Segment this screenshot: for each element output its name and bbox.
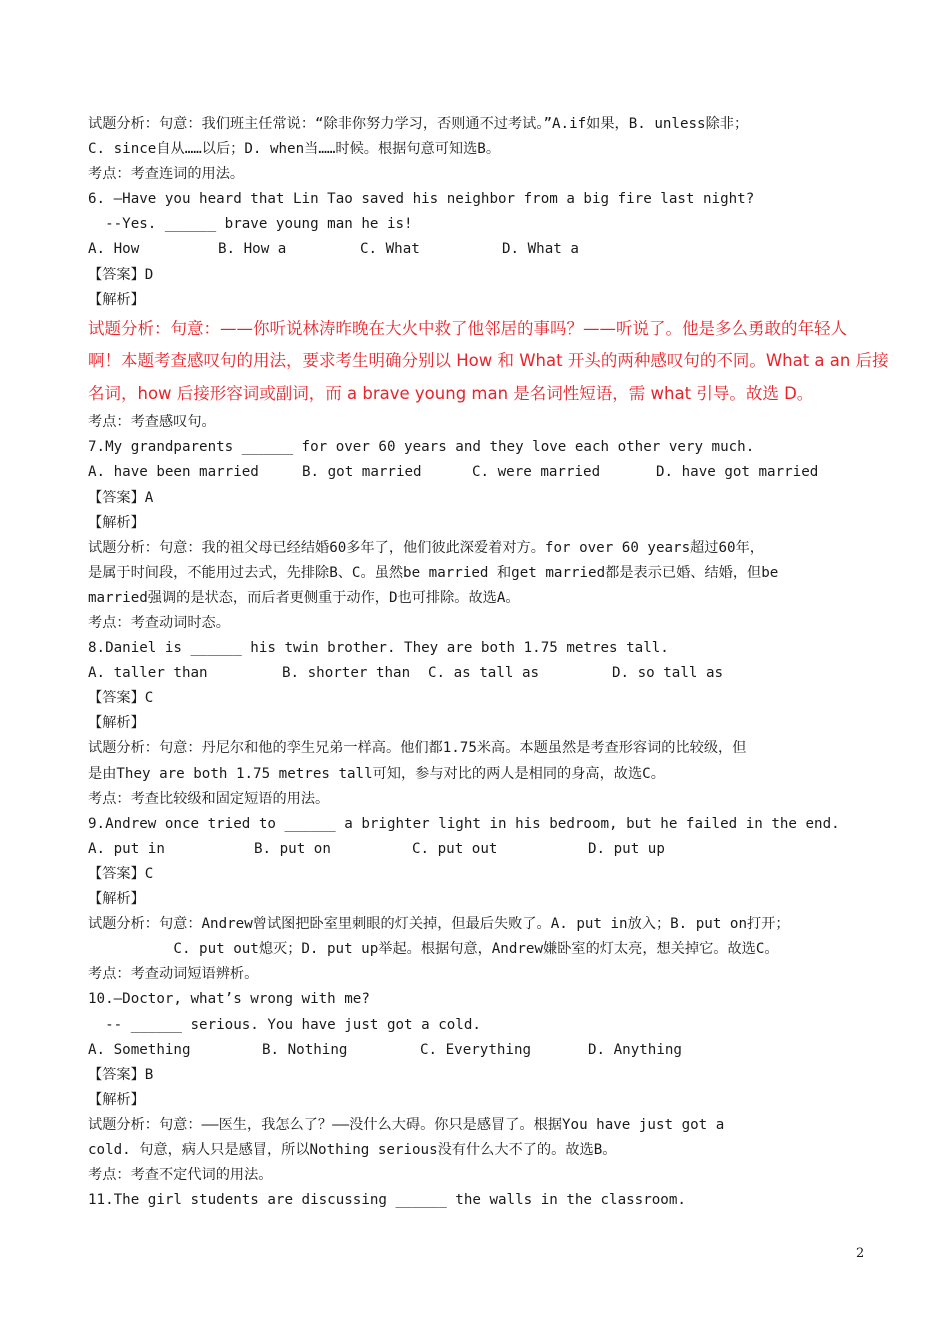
text-line: 是属于时间段，不能用过去式，先排除B、C。虽然be married 和get married都是表示已婚、结婚，但be <box>88 564 779 581</box>
text-line: 6. –Have you heard that Lin Tao saved his neighbor from a big fire last night? <box>88 191 755 208</box>
answer-option: C. Everything <box>420 1041 532 1058</box>
text-line: --Yes. ______ brave young man he is! <box>88 216 413 233</box>
text-line: C. put out熄灭；D. put up举起。根据句意，Andrew嫌卧室的灯太亮，想关掉它。故选C。 <box>88 941 779 958</box>
answer-options <box>88 661 878 686</box>
highlighted-analysis-line: 啊！本题考查感叹句的用法，要求考生明确分别以 How 和 What 开头的两种感叹句的不同。What a an 后接 <box>88 351 889 371</box>
answer-option: C. were married <box>472 464 601 481</box>
answer-option: C. put out <box>412 840 498 857</box>
answer-option: A. taller than <box>88 665 208 682</box>
text-line: 【解析】 <box>88 891 145 908</box>
text-line: 试题分析：句意：我的祖父母已经结婚60多年了，他们彼此深爱着对方。for over 60 years超过60年， <box>88 539 764 556</box>
text-line: -- ______ serious. You have just got a cold. <box>88 1016 481 1033</box>
text-line: 考点：考查比较级和固定短语的用法。 <box>88 790 330 807</box>
text-line: 【答案】D <box>88 266 154 283</box>
answer-option: B. put on <box>254 840 331 857</box>
answer-option: D. have got married <box>656 464 819 481</box>
answer-option: A. How <box>88 241 140 258</box>
answer-option: D. put up <box>588 840 665 857</box>
answer-options <box>88 237 878 262</box>
answer-option: A. have been married <box>88 464 259 481</box>
text-line: 试题分析：句意：丹尼尔和他的孪生兄弟一样高。他们都1.75米高。本题虽然是考查形容词的比较级，但 <box>88 740 747 757</box>
answer-options <box>88 837 878 862</box>
text-line: 考点：考查不定代词的用法。 <box>88 1167 273 1184</box>
text-line: 7.My grandparents ______ for over 60 years and they love each other very much. <box>88 439 755 456</box>
text-line: 考点：考查动词短语辨析。 <box>88 966 259 983</box>
answer-option: D. so tall as <box>612 665 724 682</box>
text-line: 【答案】C <box>88 865 154 882</box>
answer-option: A. Something <box>88 1041 191 1058</box>
text-line: 试题分析：句意：我们班主任常说：“除非你努力学习，否则通不过考试。”A.if如果，B. unless除非； <box>88 116 749 132</box>
answer-option: D. Anything <box>588 1041 682 1058</box>
answer-option: B. Nothing <box>262 1041 348 1058</box>
text-line: C. since自从……以后；D. when当……时候。根据句意可知选B。 <box>88 141 501 158</box>
text-line: 【解析】 <box>88 291 145 308</box>
document-body <box>88 112 889 1213</box>
answer-option: A. put in <box>88 840 165 857</box>
text-line: cold. 句意，病人只是感冒，所以Nothing serious没有什么大不了的。故选B。 <box>88 1141 617 1158</box>
highlighted-analysis-line: 名词，how 后接形容词或副词，而 a brave young man 是名词性短语，需 what 引导。故选 D。 <box>88 383 814 403</box>
answer-option: C. What <box>360 241 420 258</box>
answer-options <box>88 1038 878 1063</box>
highlighted-analysis-line: 试题分析：句意：——你听说林涛昨晚在大火中救了他邻居的事吗？——听说了。他是多么勇敢的年轻人 <box>88 318 847 338</box>
answer-option: B. shorter than <box>282 665 411 682</box>
text-line: 【答案】C <box>88 690 154 707</box>
text-line: 【答案】A <box>88 489 154 506</box>
text-line: 考点：考查动词时态。 <box>88 615 230 631</box>
text-line: 【解析】 <box>88 514 145 531</box>
text-line: 9.Andrew once tried to ______ a brighter light in his bedroom, but he failed in the end. <box>88 815 840 832</box>
text-line: 考点：考查连词的用法。 <box>88 166 245 183</box>
answer-options <box>88 460 878 485</box>
page-number: 2 <box>856 1246 865 1261</box>
text-line: 【解析】 <box>88 715 145 732</box>
text-line: 10.–Doctor, what’s wrong with me? <box>88 991 370 1008</box>
answer-option: B. got married <box>302 464 422 481</box>
text-line: 试题分析：句意：——医生，我怎么了？——没什么大碍。你只是感冒了。根据You have just got a <box>88 1116 725 1133</box>
text-line: 11.The girl students are discussing ______ the walls in the classroom. <box>88 1192 686 1209</box>
answer-option: B. How a <box>218 241 287 258</box>
text-line: married强调的是状态，而后者更侧重于动作，D也可排除。故选A。 <box>88 589 520 606</box>
answer-option: C. as tall as <box>428 665 540 682</box>
text-line: 【解析】 <box>88 1091 145 1108</box>
text-line: 试题分析：句意：Andrew曾试图把卧室里刺眼的灯关掉，但最后失败了。A. put in放入；B. put on打开； <box>88 916 790 933</box>
text-line: 是由They are both 1.75 metres tall可知，参与对比的两人是相同的身高，故选C。 <box>88 765 665 782</box>
text-line: 【答案】B <box>88 1066 154 1083</box>
text-line: 8.Daniel is ______ his twin brother. They are both 1.75 metres tall. <box>88 640 669 657</box>
answer-option: D. What a <box>502 241 579 258</box>
text-line: 考点：考查感叹句。 <box>88 414 216 431</box>
